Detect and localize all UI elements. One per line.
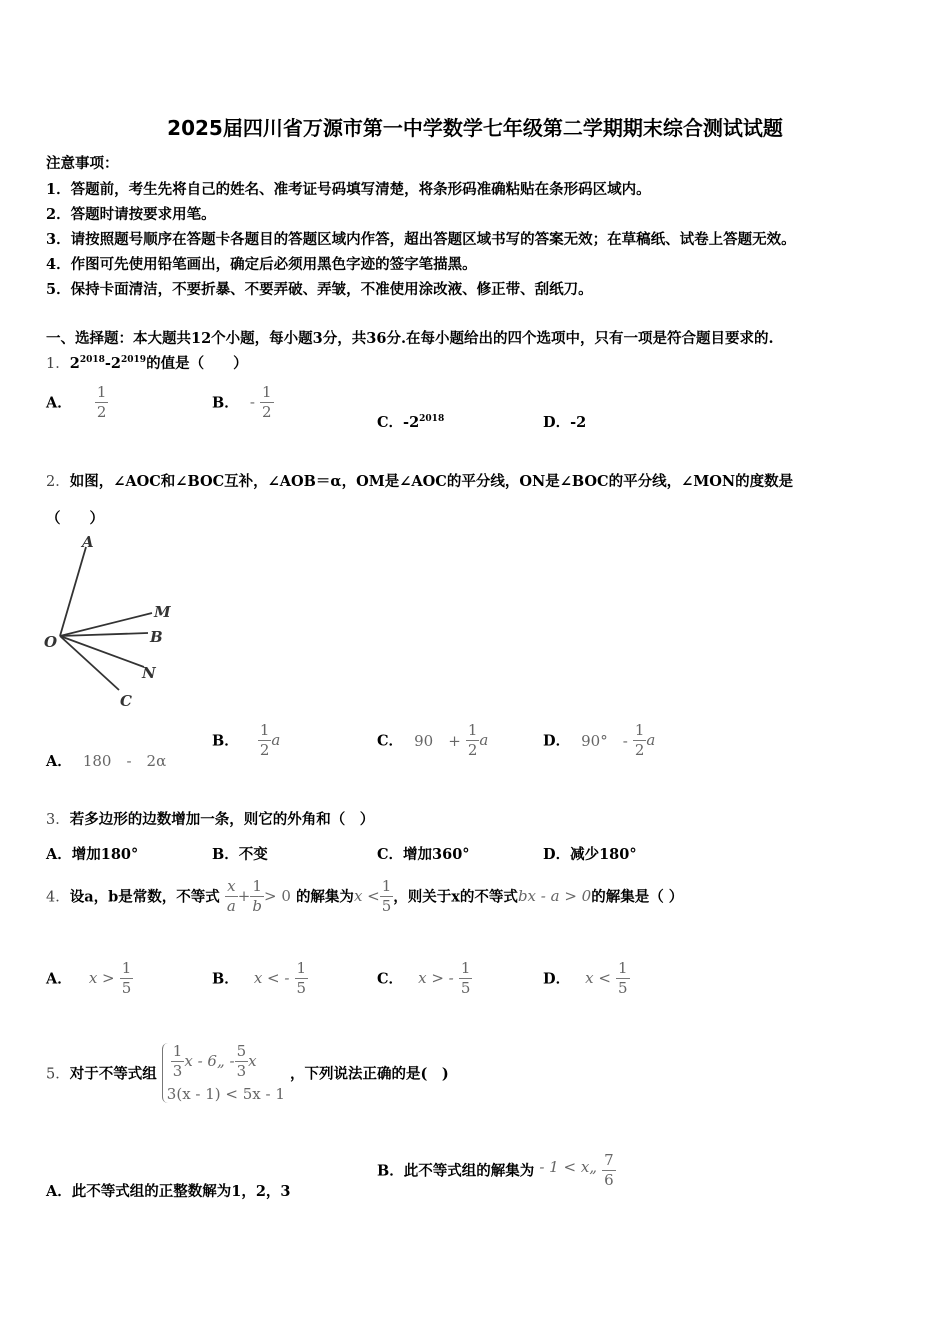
fraction: $\frac{1}{2}$ bbox=[261, 383, 272, 421]
notice-item: 3．请按照题号顺序在答题卡各题目的答题区域内作答，超出答题区域书写的答案无效；在草稿纸、试卷上答题无效。 bbox=[46, 231, 796, 248]
fraction: $\frac{1}{5}$ bbox=[618, 959, 628, 997]
section-heading: 一、选择题：本大题共12个小题，每小题3分，共36分.在每小题给出的四个选项中，只有一项是符合题目要求的. bbox=[46, 330, 774, 347]
fraction: $\frac{1}{2}$ bbox=[96, 383, 107, 421]
label-b: B bbox=[150, 628, 163, 646]
option-c[interactable]: C． x > - $\frac{1}{5}$ bbox=[377, 959, 471, 997]
notice-item: 2．答题时请按要求用笔。 bbox=[46, 206, 216, 223]
question-number: 1． bbox=[46, 356, 70, 372]
option-a[interactable]: A．此不等式组的正整数解为1，2，3 bbox=[46, 1183, 291, 1200]
fraction: $\frac{7}{6}$ bbox=[604, 1151, 614, 1189]
option-b[interactable]: B． - $\frac{1}{2}$ bbox=[212, 383, 272, 421]
option-d[interactable]: D． x < $\frac{1}{5}$ bbox=[543, 959, 628, 997]
fraction: $\frac{1}{b}$ bbox=[252, 877, 262, 915]
question-1: 1．$2^{2018}-2^{2019}$的值是（ ） bbox=[46, 355, 248, 372]
option-d[interactable]: D． 90° - $\frac{1}{2}$ a bbox=[543, 721, 656, 759]
fraction: $\frac{1}{2}$ bbox=[634, 721, 645, 759]
ray-on bbox=[60, 636, 144, 667]
label-m: M bbox=[154, 603, 171, 621]
fraction: $\frac{1}{5}$ bbox=[296, 959, 307, 997]
inequality-system: $\frac{1}{3}$ x - 6„ - $\frac{5}{3}$ x 3(x - 1) < 5x - 1 bbox=[162, 1043, 285, 1103]
fraction: $\frac{1}{5}$ bbox=[121, 959, 132, 997]
option-b[interactable]: B．不变 bbox=[212, 846, 268, 863]
notice-heading: 注意事项： bbox=[46, 155, 119, 172]
option-d[interactable]: D．-2 bbox=[543, 414, 587, 431]
ray-oc bbox=[60, 636, 119, 690]
label-a: A bbox=[82, 533, 94, 551]
question-5: 5．对于不等式组 $\frac{1}{3}$ x - 6„ - $\frac{5}{3}$ x 3(x - 1) < 5x - 1 ，下列说法正确的是( ) bbox=[46, 1042, 449, 1103]
option-b[interactable]: B． x < - $\frac{1}{5}$ bbox=[212, 959, 307, 997]
fraction: $\frac{1}{5}$ bbox=[460, 959, 471, 997]
question-2: 2．如图，∠AOC和∠BOC互补，∠AOB＝α，OM是∠AOC的平分线，ON是∠BOC的平分线，∠MON的度数是 bbox=[46, 473, 794, 490]
option-c[interactable]: C．$-2^{2018}$ bbox=[377, 414, 445, 431]
question-number: 4． bbox=[46, 889, 70, 906]
fraction: $\frac{1}{2}$ bbox=[259, 721, 270, 759]
option-c[interactable]: C． 90 + $\frac{1}{2}$ a bbox=[377, 721, 489, 759]
notice-item: 1．答题前，考生先将自己的姓名、准考证号码填写清楚，将条形码准确粘贴在条形码区域内。 bbox=[46, 181, 651, 198]
option-a[interactable]: A． 180 - 2α bbox=[46, 752, 167, 770]
fraction: $\frac{5}{3}$ bbox=[236, 1042, 247, 1080]
option-b[interactable]: B． $\frac{1}{2}$ a bbox=[212, 721, 281, 759]
question-number: 2． bbox=[46, 474, 70, 490]
option-b[interactable]: B．此不等式组的解集为 - 1 < x„ $\frac{7}{6}$ bbox=[377, 1151, 614, 1189]
option-a[interactable]: A．增加180° bbox=[46, 846, 139, 863]
option-c[interactable]: C．增加360° bbox=[377, 846, 470, 863]
question-4: 4．设a，b是常数，不等式 $\frac{x}{a}$ + $\frac{1}{b}$ > 0 的解集为x < $\frac{1}{5}$ ，则关于x的不等式bx - a > 0的解集是（ ） bbox=[46, 877, 684, 915]
notice-item: 5．保持卡面清洁，不要折暴、不要弄破、弄皱，不准使用涂改液、修正带、刮纸刀。 bbox=[46, 281, 593, 298]
page-title: 2025届四川省万源市第一中学数学七年级第二学期期末综合测试试题 bbox=[167, 116, 783, 140]
option-a[interactable]: A． x > $\frac{1}{5}$ bbox=[46, 959, 132, 997]
fraction: $\frac{x}{a}$ bbox=[226, 877, 236, 915]
option-d[interactable]: D．减少180° bbox=[543, 846, 637, 863]
label-c: C bbox=[120, 692, 132, 710]
question-number: 5． bbox=[46, 1066, 70, 1083]
label-n: N bbox=[142, 664, 156, 682]
label-o: O bbox=[44, 633, 58, 651]
angle-figure bbox=[40, 533, 190, 713]
question-3: 3．若多边形的边数增加一条，则它的外角和（ ） bbox=[46, 811, 375, 828]
fraction: $\frac{1}{3}$ bbox=[172, 1042, 183, 1080]
notice-item: 4．作图可先使用铅笔画出，确定后必须用黑色字迹的签字笔描黑。 bbox=[46, 256, 477, 273]
fraction: $\frac{1}{5}$ bbox=[381, 877, 392, 915]
ray-oa bbox=[60, 547, 86, 636]
question-number: 3． bbox=[46, 812, 70, 828]
question-2-paren: （ ） bbox=[46, 510, 104, 527]
option-a[interactable]: A． $\frac{1}{2}$ bbox=[46, 383, 107, 421]
fraction: $\frac{1}{2}$ bbox=[467, 721, 478, 759]
